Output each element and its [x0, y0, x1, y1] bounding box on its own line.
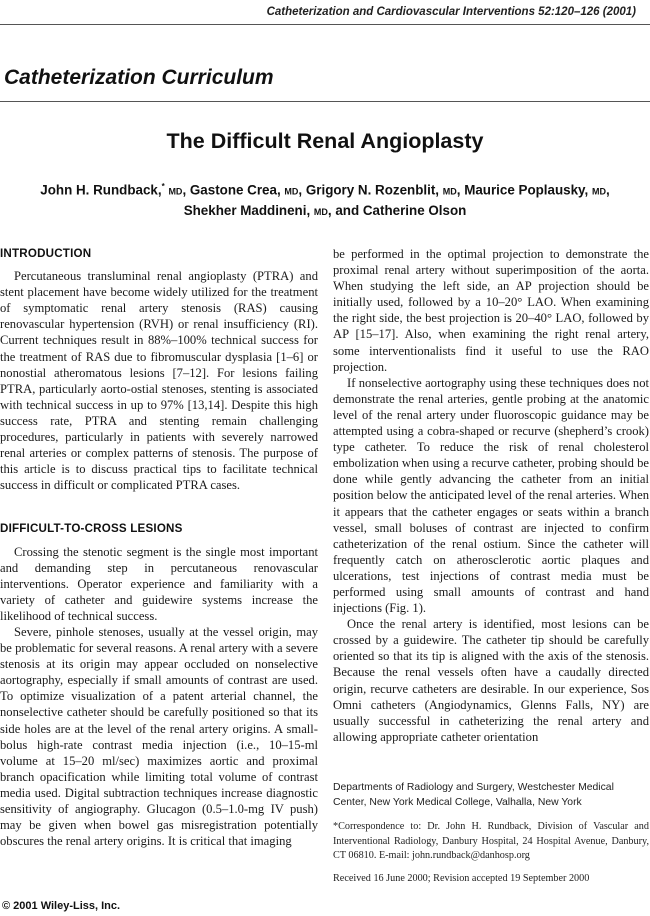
- degree-label: MD: [591, 186, 606, 197]
- body-paragraph: Severe, pinhole stenoses, usually at the vessel origin, may be problematic for several reasons. A renal artery with a severe stenosis at its origin may appear occluded on nonselective aortography, especially if small amounts of contrast are used. To optimize visualization of a patent arterial channel, the nonselective catheter should be carefully positioned so that its side holes are at the level of the renal artery origins. A small-bolus high-rate contrast media injection (i.e., 10–15-ml volume at 15–20 ml/sec) maximizes aortic and proximal branch opacification while limiting total volume of contrast media used. Digital subtraction techniques increase diagnostic sensitivity of angiography. Glucagon (0.5–1.0-mg IV push) may be given when bowel gas misregistration potentially obscures the renal artery origins. It is critical that imaging: [0, 624, 318, 849]
- body-paragraph: If nonselective aortography using these techniques does not demonstrate the renal arteries, gentle probing at the anatomic level of the renal artery under fluoroscopic guidance may be attempted using a cobra-shaped or recurve (shepherd’s crook) type catheter. To reduce the risk of renal cholesterol embolization when using a recurve catheter, probing should be done while gently advancing the catheter from an initial position below the anticipated level of the renal arteries. When it appears that the catheter engages or seats within a branch vessel, small boluses of contrast are injected to confirm catheterization of the renal ostium. Since the catheter will frequently catch on atherosclerotic aortic plaques and ulcerations, test injections of contrast media must be performed using small amounts of contrast and hand injections (Fig. 1).: [333, 375, 649, 616]
- affiliation-note: Departments of Radiology and Surgery, Westchester Medical Center, New York Medical College, Valhalla, New York: [333, 782, 614, 808]
- body-paragraph: Once the renal artery is identified, most lesions can be crossed by a guidewire. The catheter tip should be carefully oriented so that its tip is aligned with the axis of the stenosis. Because the renal vessels often have a caudally directed origin, recurve catheters are desirable. In our experience, Sos Omni catheters (Angiodynamics, Glenns Falls, NY) are usually successful in catheterizing the renal artery and allowing appropriate catheter orientation: [333, 617, 649, 744]
- author-name: , Gastone Crea,: [182, 182, 285, 198]
- copyright-notice: © 2001 Wiley-Liss, Inc.: [2, 900, 121, 912]
- right-column: [333, 246, 649, 745]
- section-divider: [0, 101, 650, 102]
- degree-label: MD: [168, 186, 183, 197]
- received-date-note: Received 16 June 2000; Revision accepted 19 September 2000: [333, 873, 590, 884]
- corresponding-asterisk: *: [161, 182, 165, 191]
- author-name: , Grigory N. Rozenblit,: [298, 182, 443, 198]
- body-paragraph: Percutaneous transluminal renal angioplasty (PTRA) and stent placement have become widely utilized for the treatment of symptomatic renal artery stenosis (RAS) causing renovascular hypertension (RVH) or renal insufficiency (RI). Current techniques result in 88%–100% technical success for the treatment of RAS due to fibromuscular dysplasia [1–6] or nonostial atheromatous lesions [7–12]. For lesions failing PTRA, particularly aorto-ostial stenoses, stenting is associated with technical success in up to 97% [13,14]. Despite this high success rate, PTRA and stenting remain challenging procedures, particularly in patients with severely narrowed renal arteries or complex patterns of stenosis. The purpose of this article is to discuss practical tips to facilitate technical success in difficult or complicated PTRA cases.: [0, 269, 318, 493]
- correspondence-note: *Correspondence to: Dr. John H. Rundback, Division of Vascular and Interventional Radiology, Danbury Hospital, 24 Hospital Avenue, Danbury, CT 06810. E-mail: john.rundback@danhosp.org: [333, 821, 649, 861]
- degree-label: MD: [313, 207, 328, 218]
- author-name: Shekher Maddineni,: [183, 203, 314, 219]
- body-paragraph: be performed in the optimal projection to demonstrate the proximal renal artery without superimposition of the aorta. When studying the left side, an AP projection should be initially used, followed by a 10–20° LAO. When examining the right side, the best projection is 20–40° LAO, followed by AP [15–17]. Also, when examining the right renal artery, some interventionalists find it useful to use the RAO projection.: [333, 247, 649, 374]
- author-name: John H. Rundback,: [40, 182, 162, 198]
- body-paragraph: Crossing the stenotic segment is the single most important and demanding step in percutaneous renovascular interventions. Operator experience and familiarity with a variety of catheter and guidewire systems increase the likelihood of technical success.: [0, 544, 318, 623]
- degree-label: MD: [442, 186, 457, 197]
- left-column: [0, 246, 318, 849]
- author-name: , Maurice Poplausky,: [456, 182, 592, 198]
- degree-label: MD: [284, 186, 299, 197]
- running-head: Catheterization and Cardiovascular Interventions 52:120–126 (2001): [266, 6, 636, 18]
- header-divider: [0, 24, 650, 25]
- section-heading-difficult-to-cross: DIFFICULT-TO-CROSS LESIONS: [0, 522, 183, 536]
- section-heading-introduction: INTRODUCTION: [0, 247, 92, 260]
- article-title: The Difficult Renal Angioplasty: [166, 129, 484, 153]
- author-name: , and Catherine Olson: [327, 203, 467, 219]
- author-list: John H. Rundback,* MD, Gastone Crea, MD, Grigory N. Rozenblit, MD, Maurice Poplausky, MD, Shekher Maddineni, MD, and Catherine Olson: [40, 182, 610, 219]
- section-label: Catheterization Curriculum: [4, 66, 274, 89]
